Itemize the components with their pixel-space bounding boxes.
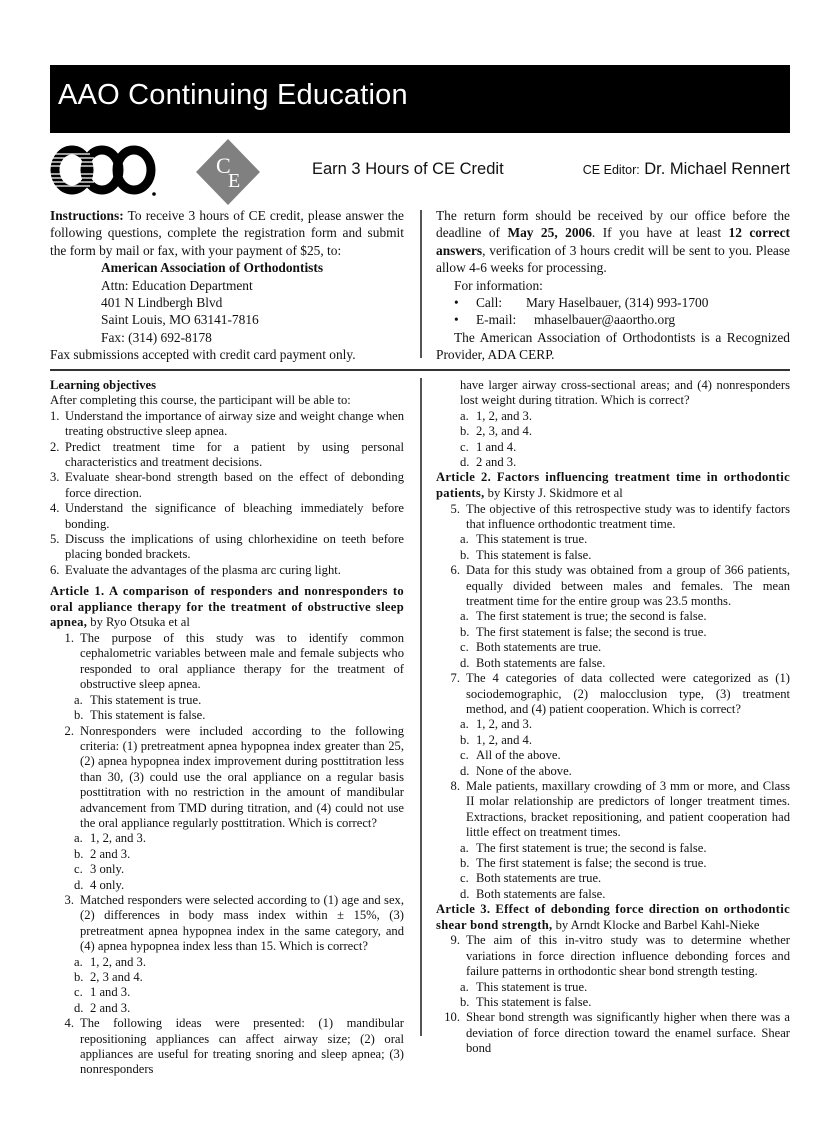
answer-option[interactable]: a. This statement is true. [460, 532, 588, 547]
instructions-paragraph [50, 207, 404, 259]
learning-objectives-heading: Learning objectives [50, 378, 156, 392]
left-column [50, 378, 404, 1078]
question-2: 2. Nonresponders were included according to the following criteria: (1) pretreatment apnea hypopnea index greater than 25, (2) apnea hypopnea index improvement during posttitration less than 30, (3) could use the oral appliance on a regular basis posttitration with no restriction in the amount of mandibular advancement from TMD during titration, and (4) could not use the oral appliance regularly posttitration. Which is correct? [64, 723, 404, 830]
question-1: 1. The purpose of this study was to identify common cephalometric variables between male and female subjects who responded to oral appliance therapy for the treatment of obstructive sleep apnea. [64, 631, 404, 692]
answer-option[interactable]: b. 2, 3 and 4. [74, 970, 143, 984]
contact-phone: Mary Haselbauer, (314) 993-1700 [526, 295, 709, 311]
section-divider [50, 369, 790, 371]
answer-option[interactable]: a. 1, 2, and 3. [74, 831, 146, 846]
fax-note: Fax submissions accepted with credit card payment only. [50, 347, 356, 363]
address-street: 401 N Lindbergh Blvd [101, 295, 223, 311]
provider-statement: The American Association of Orthodontists is a Recognized Provider, ADA CERP. [436, 329, 790, 363]
editor-label: CE Editor: [582, 163, 640, 177]
answer-option[interactable]: b. This statement is false. [74, 708, 206, 723]
answer-option[interactable]: c. Both statements are true. [460, 640, 602, 655]
aao-logo-icon [50, 144, 158, 198]
email-link[interactable]: mhaselbauer@aaortho.org [534, 312, 676, 328]
right-column [436, 378, 790, 1057]
svg-text:E: E [228, 170, 241, 192]
answer-option[interactable]: b. 2 and 3. [74, 846, 131, 861]
contact-email: • E-mail: mhaselbauer@aaortho.org [454, 312, 676, 328]
answer-option[interactable]: c. Both statements are true. [460, 871, 602, 886]
article-2-heading: Article 2. Factors influencing treatment time in orthodontic patients, by Kirsty J. Skidmore et al [436, 470, 790, 501]
answer-option[interactable]: d. Both statements are false. [460, 886, 606, 901]
instructions-text: To receive 3 hours of CE credit, please answer the following questions, complete the registration form and submit the form by mail or fax, with your payment of $25, to: [50, 208, 404, 258]
ce-editor [583, 160, 790, 179]
question-7: 7. The 4 categories of data collected were categorized as (1) sociodemographic, (2) malocclusion type, (3) treatment method, and (4) patient cooperation. Which is correct? [450, 671, 790, 716]
svg-text:C: C [216, 153, 231, 178]
answer-option[interactable]: a. 1, 2, and 3. [460, 717, 532, 732]
article-authors: by Kirsty J. Skidmore et al [484, 486, 623, 501]
contact-call: • Call: Mary Haselbauer, (314) 993-1700 [454, 295, 709, 311]
objective-item: 3. Evaluate shear-bond strength based on the effect of debonding force direction. [50, 470, 404, 500]
answer-option[interactable]: b. 1, 2, and 4. [460, 732, 532, 747]
deadline-date: May 25, 2006 [507, 225, 592, 241]
question-6: 6. Data for this study was obtained from a group of 366 patients, equally divided between males and females. The mean treatment time for the entire group was 23.5 months. [450, 563, 790, 609]
column-divider-bottom [420, 378, 422, 1036]
title-banner [50, 65, 790, 133]
bullet-icon: • [454, 312, 459, 328]
objective-item: 4. Understand the significance of bleaching immediately before bonding. [50, 501, 404, 531]
answer-option[interactable]: d. 4 only. [74, 877, 125, 892]
question-5: 5. The objective of this retrospective study was to identify factors that influence orthodontic treatment time. [450, 501, 790, 532]
question-3: 3. Matched responders were selected according to (1) age and sex, (2) differences in body mass index within ± 15%, (3) pretreatment apnea hypopnea index in the same category, and (4) apnea hypopnea index less than 15. Which is correct? [64, 892, 404, 954]
objective-item: 5. Discuss the implications of using chlorhexidine on teeth before placing bonded brackets. [50, 532, 404, 562]
correct-answers-threshold: 12 correct answers [436, 225, 790, 258]
answer-option[interactable]: b. 2, 3, and 4. [460, 424, 532, 439]
question-4-continuation: have larger airway cross-sectional areas; and (4) nonresponders lost weight during titration. Which is correct? [460, 378, 790, 408]
address-org: American Association of Orthodontists [101, 260, 324, 276]
question-9: 9. The aim of this in-vitro study was to determine whether variations in force direction influence debonding forces and failure patterns in orthodontic shear bond strength testing. [450, 933, 790, 979]
objective-item: 6. Evaluate the advantages of the plasma arc curing light. [50, 562, 341, 577]
question-4: 4. The following ideas were presented: (1) mandibular repositioning appliances can affect airway size; (2) oral appliances are useful for treating snoring and sleep apnea; (3) nonresponders [64, 1016, 404, 1077]
address-fax: Fax: (314) 692-8178 [101, 329, 212, 345]
question-8: 8. Male patients, maxillary crowding of 3 mm or more, and Class II molar relationship are predictors of longer treatment times. Extractions, bracket repositioning, and patient cooperation had little effect on treatment times. [450, 778, 790, 840]
answer-option[interactable]: c. 3 only. [74, 862, 125, 877]
answer-option[interactable]: d. 2 and 3. [74, 1000, 131, 1015]
answer-option[interactable]: a. 1, 2, and 3. [460, 408, 532, 423]
address-city: Saint Louis, MO 63141-7816 [101, 312, 259, 328]
answer-option[interactable]: b. The first statement is false; the second is true. [460, 624, 707, 639]
answer-option[interactable]: d. 2 and 3. [460, 455, 517, 470]
answer-option[interactable]: b. This statement is false. [460, 547, 592, 562]
objective-item: 1. Understand the importance of airway size and weight change when treating obstructive sleep apnea. [50, 408, 404, 439]
for-information-label: For information: [454, 277, 543, 293]
answer-option[interactable]: a. The first statement is true; the second is false. [460, 840, 707, 855]
answer-option[interactable]: a. This statement is true. [74, 692, 202, 707]
question-10: 10. Shear bond strength was significantly higher when there was a deviation of force direction toward the enamel surface. Shear bond [444, 1010, 790, 1056]
answer-option[interactable]: d. Both statements are false. [460, 655, 606, 670]
instructions-label: Instructions: [50, 208, 124, 223]
answer-option[interactable]: b. This statement is false. [460, 995, 592, 1009]
answer-option[interactable]: d. None of the above. [460, 763, 572, 778]
credit-hours-label: Earn 3 Hours of CE Credit [312, 160, 504, 178]
objective-item: 2. Predict treatment time for a patient by using personal characteristics and treatment decisions. [50, 439, 404, 470]
bullet-icon: • [454, 295, 459, 311]
instructions-section [50, 207, 404, 364]
return-paragraph: The return form should be received by our office before the deadline of May 25, 2006. If you have at least 12 correct answers, verification of 3 hours credit will be sent to you. Please allow 4-6 weeks for processing. [436, 208, 790, 276]
answer-option[interactable]: c. 1 and 4. [460, 439, 517, 454]
learning-objectives-intro: After completing this course, the participant will be able to: [50, 393, 351, 408]
address-attn: Attn: Education Department [101, 277, 253, 293]
answer-option[interactable]: b. The first statement is false; the second is true. [460, 855, 707, 870]
page-title: AAO Continuing Education [58, 79, 408, 111]
answer-option[interactable]: a. 1, 2, and 3. [74, 954, 146, 969]
answer-option[interactable]: a. The first statement is true; the second is false. [460, 609, 707, 624]
column-divider-top [420, 210, 422, 358]
article-authors: by Ryo Otsuka et al [87, 615, 190, 630]
ce-diamond-icon [196, 139, 260, 205]
article-authors: by Arndt Klocke and Barbel Kahl-Nieke [552, 917, 760, 932]
answer-option[interactable]: a. This statement is true. [460, 979, 588, 994]
editor-name: Dr. Michael Rennert [644, 160, 790, 178]
answer-option[interactable]: c. All of the above. [460, 748, 561, 763]
article-1-heading: Article 1. A comparison of responders and nonresponders to oral appliance therapy for the treatment of obstructive sleep apnea, by Ryo Otsuka et al [50, 584, 404, 630]
return-info-section [436, 207, 790, 364]
article-3-heading: Article 3. Effect of debonding force direction on orthodontic shear bond strength, by Arndt Klocke and Barbel Kahl-Nieke [436, 902, 790, 932]
answer-option[interactable]: c. 1 and 3. [74, 985, 131, 1000]
